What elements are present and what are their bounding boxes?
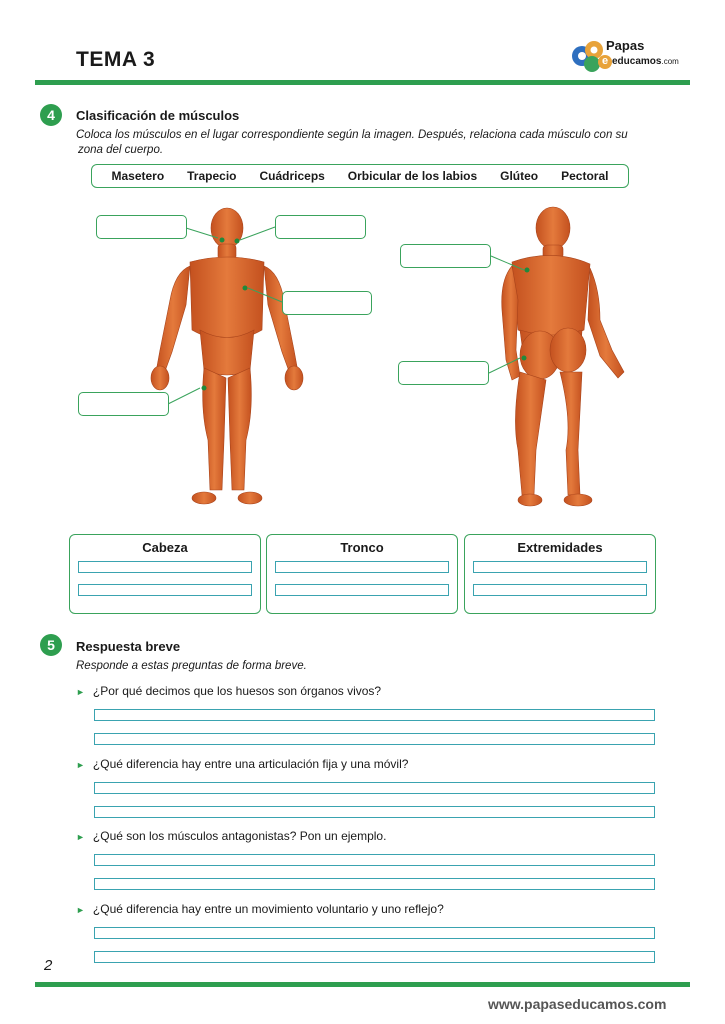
category-box-cabeza: [69, 534, 261, 614]
category-answer-line[interactable]: [275, 584, 449, 596]
label-box-head-left[interactable]: [96, 215, 187, 239]
category-title-tronco: Tronco: [340, 540, 384, 555]
word-orbicular[interactable]: Orbicular de los labios: [347, 169, 478, 183]
answer-line[interactable]: [94, 733, 655, 745]
bullet-arrow-icon: ►: [76, 905, 85, 915]
category-box-extremidades: [464, 534, 656, 614]
front-body-figure: [151, 208, 303, 504]
label-box-head-right[interactable]: [275, 215, 366, 239]
bullet-arrow-icon: ►: [76, 832, 85, 842]
word-trapecio[interactable]: Trapecio: [187, 169, 237, 183]
category-answer-line[interactable]: [78, 584, 252, 596]
answer-line[interactable]: [94, 854, 655, 866]
word-gluteo[interactable]: Glúteo: [500, 169, 539, 183]
label-box-chest[interactable]: [282, 291, 372, 315]
bullet-arrow-icon: ►: [76, 687, 85, 697]
footer-url[interactable]: www.papaseducamos.com: [488, 996, 667, 1012]
bullet-arrow-icon: ►: [76, 760, 85, 770]
category-title-extremidades: Extremidades: [517, 540, 603, 555]
exercise-4-instructions: Coloca los músculos en el lugar correspondiente según la imagen. Después, relaciona cada músculo con su zona del cuerpo.: [76, 129, 628, 156]
label-box-back[interactable]: [400, 244, 491, 268]
answer-line[interactable]: [94, 878, 655, 890]
exercise-5-title: Respuesta breve: [76, 639, 181, 654]
page-number: 2: [44, 957, 53, 974]
category-answer-line[interactable]: [275, 561, 449, 573]
category-answer-line[interactable]: [78, 561, 252, 573]
label-box-thigh[interactable]: [78, 392, 169, 416]
answer-line[interactable]: [94, 951, 655, 963]
page-title: TEMA 3: [76, 48, 156, 71]
category-answer-line[interactable]: [473, 584, 647, 596]
logo-e-badge: e: [598, 55, 612, 69]
category-title-cabeza: Cabeza: [142, 540, 188, 555]
question-2: ► ¿Qué diferencia hay entre una articulación fija y una móvil?: [76, 757, 409, 771]
word-masetero[interactable]: Masetero: [111, 169, 165, 183]
answer-line[interactable]: [94, 806, 655, 818]
question-4: ► ¿Qué diferencia hay entre un movimiento voluntario y uno reflejo?: [76, 902, 444, 916]
exercise-number-5: 5: [40, 634, 62, 656]
exercise-5-instructions: Responde a estas preguntas de forma breve.: [76, 660, 307, 672]
exercise-number-4: 4: [40, 104, 62, 126]
answer-line[interactable]: [94, 782, 655, 794]
question-1: ► ¿Por qué decimos que los huesos son órganos vivos?: [76, 684, 382, 698]
logo-text-educamos: educamos.com: [612, 56, 679, 67]
category-answer-line[interactable]: [473, 561, 647, 573]
word-cuadriceps[interactable]: Cuádriceps: [259, 169, 325, 183]
footer-divider: [35, 982, 690, 987]
label-box-gluteal[interactable]: [398, 361, 489, 385]
answer-line[interactable]: [94, 709, 655, 721]
logo-text-papas: Papas: [606, 38, 645, 53]
question-3: ► ¿Qué son los músculos antagonistas? Pon un ejemplo.: [76, 829, 387, 843]
answer-line[interactable]: [94, 927, 655, 939]
exercise-4-title: Clasificación de músculos: [76, 108, 240, 123]
category-box-tronco: [266, 534, 458, 614]
word-pectoral[interactable]: Pectoral: [561, 169, 609, 183]
back-body-figure: [502, 207, 624, 506]
